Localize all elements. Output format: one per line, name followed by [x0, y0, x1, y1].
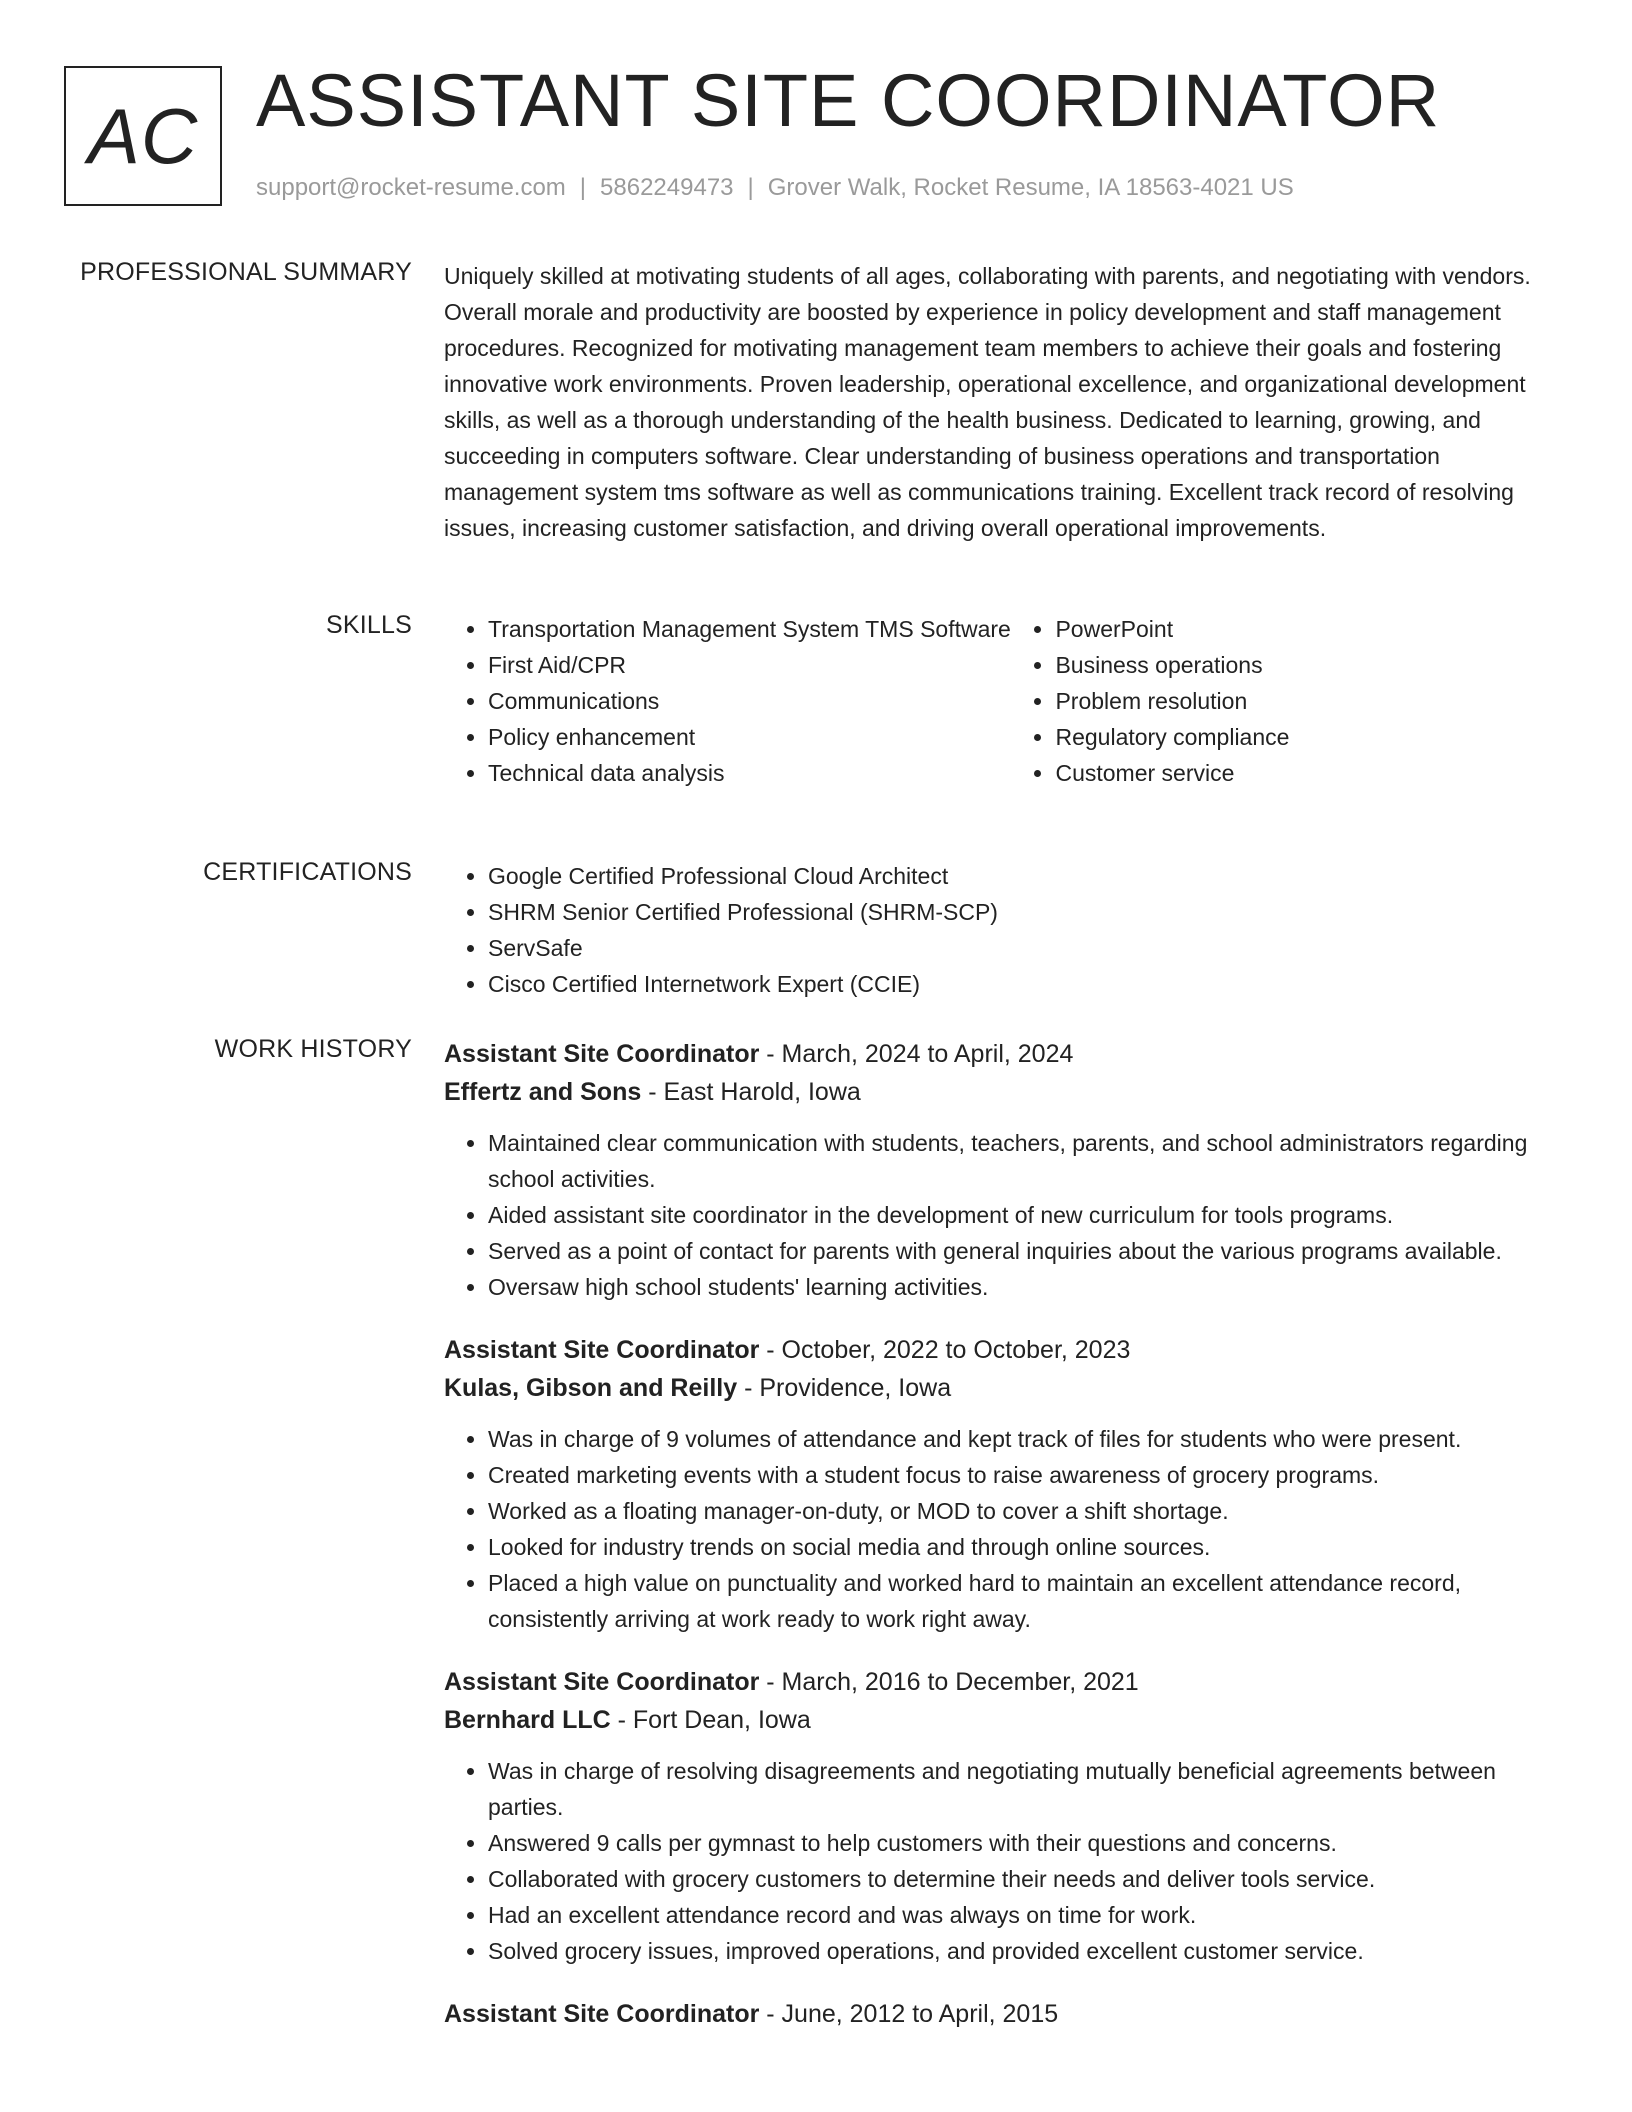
job-bullet: • Aided assistant site coordinator in the development of new curriculum for tools programs.	[488, 1197, 1554, 1233]
skill-item: • Customer service	[1055, 755, 1554, 791]
job-bullet: • Placed a high value on punctuality and worked hard to maintain an excellent attendance record, consistently arriving at work ready to work right away.	[488, 1565, 1554, 1637]
job-dates: - March, 2024 to April, 2024	[759, 1040, 1074, 1068]
initials-monogram: AC	[64, 66, 222, 206]
separator: |	[747, 174, 754, 201]
skills-columns	[444, 611, 1554, 791]
certification-item: • Cisco Certified Internetwork Expert (CCIE)	[488, 966, 1554, 1002]
job-bullet: • Answered 9 calls per gymnast to help customers with their questions and concerns.	[488, 1825, 1554, 1861]
skill-item: • Technical data analysis	[488, 755, 1011, 791]
section-label-skills: SKILLS	[326, 611, 412, 639]
job-company: Kulas, Gibson and Reilly	[444, 1374, 738, 1402]
job-title-line	[444, 1331, 1554, 1369]
job-role: Assistant Site Coordinator	[444, 1668, 760, 1696]
job-entry	[444, 1995, 1554, 2033]
address-text: Grover Walk, Rocket Resume, IA 18563-4021 US	[767, 174, 1294, 201]
skill-item: • Policy enhancement	[488, 719, 1011, 755]
job-title-line	[444, 1663, 1554, 1701]
section-label-certifications: CERTIFICATIONS	[203, 858, 412, 886]
job-company-line	[444, 1073, 1554, 1111]
job-title-line	[444, 1035, 1554, 1073]
job-entry	[444, 1035, 1554, 1305]
skill-item: • Problem resolution	[1055, 683, 1554, 719]
job-entry	[444, 1331, 1554, 1637]
work-history-body	[444, 1035, 1554, 2059]
job-bullets	[444, 1125, 1554, 1305]
job-bullet: • Created marketing events with a student focus to raise awareness of grocery programs.	[488, 1457, 1554, 1493]
job-location: - East Harold, Iowa	[641, 1078, 861, 1106]
job-dates: - March, 2016 to December, 2021	[759, 1668, 1139, 1696]
job-bullet: • Maintained clear communication with students, teachers, parents, and school administrators regarding school activities.	[488, 1125, 1554, 1197]
job-role: Assistant Site Coordinator	[444, 1040, 760, 1068]
job-bullet: • Was in charge of 9 volumes of attendance and kept track of files for students who were present.	[488, 1421, 1554, 1457]
skill-item: • Transportation Management System TMS Software	[488, 611, 1011, 647]
summary-text: Uniquely skilled at motivating students of all ages, collaborating with parents, and negotiating with vendors. Overall morale and productivity are boosted by experience in policy development and staff management procedures. Recognized for motivating management team members to achieve their goals and fostering innovative work environments. Proven leadership, operational excellence, and organizational development skills, as well as a thorough understanding of the health business. Dedicated to learning, growing, and succeeding in computers software. Clear understanding of business operations and transportation management system tms software as well as communications training. Excellent track record of resolving issues, increasing customer satisfaction, and driving overall operational improvements.	[444, 263, 1531, 541]
job-title-line	[444, 1995, 1554, 2033]
job-bullet: • Oversaw high school students' learning activities.	[488, 1269, 1554, 1305]
contact-line	[256, 174, 1294, 202]
email-text: support@rocket-resume.com	[256, 174, 566, 201]
job-entry	[444, 1663, 1554, 1969]
job-bullets	[444, 1753, 1554, 1969]
skill-item: • First Aid/CPR	[488, 647, 1011, 683]
skill-item: • Business operations	[1055, 647, 1554, 683]
certification-item: • ServSafe	[488, 930, 1554, 966]
skills-body	[444, 611, 1554, 791]
page-title: ASSISTANT SITE COORDINATOR	[256, 59, 1441, 142]
skill-item: • Regulatory compliance	[1055, 719, 1554, 755]
job-bullet: • Worked as a floating manager-on-duty, or MOD to cover a shift shortage.	[488, 1493, 1554, 1529]
separator: |	[579, 174, 587, 201]
job-bullets	[444, 1421, 1554, 1637]
certifications-body	[444, 858, 1554, 1002]
job-company: Bernhard LLC	[444, 1706, 611, 1734]
skills-list-col2	[1011, 611, 1554, 791]
job-dates: - October, 2022 to October, 2023	[759, 1336, 1131, 1364]
section-label-work-history: WORK HISTORY	[214, 1035, 412, 1063]
certification-item: • Google Certified Professional Cloud Architect	[488, 858, 1554, 894]
job-company-line	[444, 1369, 1554, 1407]
job-bullet: • Was in charge of resolving disagreements and negotiating mutually beneficial agreements between parties.	[488, 1753, 1554, 1825]
skill-item: • PowerPoint	[1055, 611, 1554, 647]
job-location: - Fort Dean, Iowa	[610, 1706, 811, 1734]
skill-item: • Communications	[488, 683, 1011, 719]
job-bullet: • Solved grocery issues, improved operations, and provided excellent customer service.	[488, 1933, 1554, 1969]
job-company-line	[444, 1701, 1554, 1739]
job-bullet: • Collaborated with grocery customers to determine their needs and deliver tools service.	[488, 1861, 1554, 1897]
job-company: Effertz and Sons	[444, 1078, 642, 1106]
job-bullet: • Served as a point of contact for parents with general inquiries about the various programs available.	[488, 1233, 1554, 1269]
section-label-summary: PROFESSIONAL SUMMARY	[80, 258, 412, 286]
skills-list-col1	[444, 611, 1011, 791]
job-dates: - June, 2012 to April, 2015	[759, 2000, 1059, 2028]
phone-text: 5862249473	[600, 174, 734, 201]
job-bullet: • Looked for industry trends on social media and through online sources.	[488, 1529, 1554, 1565]
job-role: Assistant Site Coordinator	[444, 2000, 760, 2028]
job-role: Assistant Site Coordinator	[444, 1336, 760, 1364]
certification-item: • SHRM Senior Certified Professional (SHRM-SCP)	[488, 894, 1554, 930]
certifications-list	[444, 858, 1554, 1002]
job-bullet: • Had an excellent attendance record and was always on time for work.	[488, 1897, 1554, 1933]
job-location: - Providence, Iowa	[737, 1374, 952, 1402]
